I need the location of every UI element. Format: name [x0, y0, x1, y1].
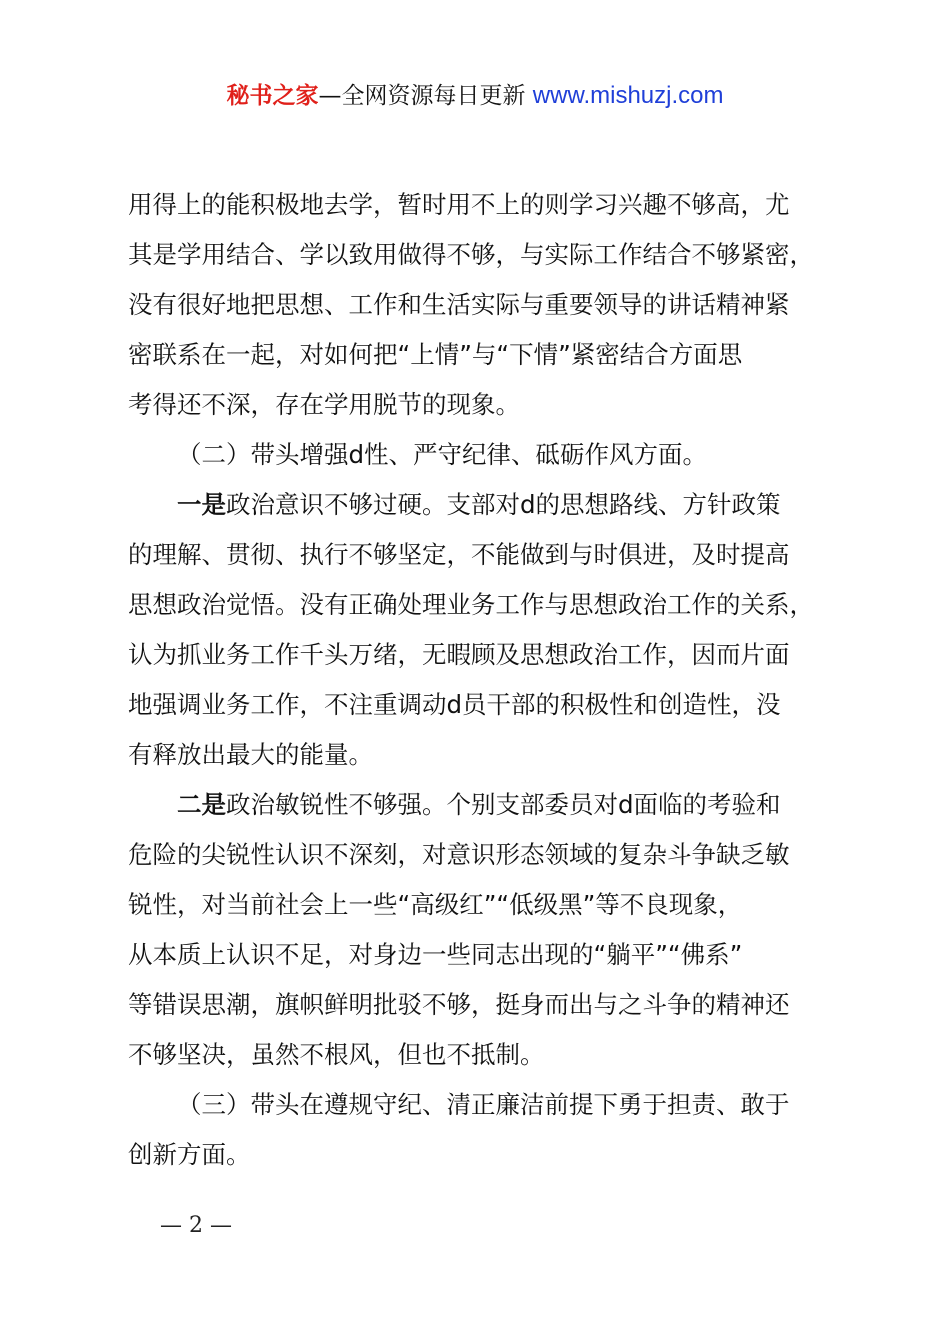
paragraph-line: 的理解、贯彻、执行不够坚定，不能做到与时俱进，及时提高 — [128, 540, 790, 569]
paragraph-line: 锐性，对当前社会上一些“高级红”“低级黑”等不良现象， — [128, 890, 743, 919]
paragraph-line: 用得上的能积极地去学，暂时用不上的则学习兴趣不够高，尤 — [128, 190, 790, 219]
paragraph-line: 密联系在一起，对如何把“上情”与“下情”紧密结合方面思 — [128, 340, 743, 369]
point-text: 政治意识不够过硬。支部对d的思想路线、方针政策 — [226, 490, 781, 519]
paragraph-line — [128, 780, 828, 830]
site-tagline: —全网资源每日更新 — [318, 83, 526, 109]
paragraph-line: 不够坚决，虽然不根风，但也不抵制。 — [128, 1040, 545, 1069]
point-lead: 一是 — [177, 490, 226, 519]
point-text: 政治敏锐性不够强。个别支部委员对d面临的考验和 — [226, 790, 781, 819]
paragraph-line: 其是学用结合、学以致用做得不够，与实际工作结合不够紧密， — [128, 240, 814, 269]
paragraph-line: 认为抓业务工作千头万绪，无暇顾及思想政治工作，因而片面 — [128, 640, 790, 669]
point-lead: 二是 — [177, 790, 226, 819]
paragraph-line: 有释放出最大的能量。 — [128, 740, 373, 769]
section-heading-2: （二）带头增强d性、严守纪律、砥砺作风方面。 — [177, 440, 708, 469]
site-url-link[interactable]: www.mishuzj.com — [532, 82, 724, 109]
section-heading-3: （三）带头在遵规守纪、清正廉洁前提下勇于担责、敢于 — [177, 1090, 790, 1119]
document-body — [128, 180, 828, 1180]
page-number: — 2 — — [160, 1213, 232, 1238]
site-header — [0, 80, 950, 112]
paragraph-line: 地强调业务工作，不注重调动d员干部的积极性和创造性，没 — [128, 690, 781, 719]
section-heading-3-cont: 创新方面。 — [128, 1140, 251, 1169]
paragraph-line: 没有很好地把思想、工作和生活实际与重要领导的讲话精神紧 — [128, 290, 790, 319]
paragraph-line: 危险的尖锐性认识不深刻，对意识形态领域的复杂斗争缺乏敏 — [128, 840, 790, 869]
paragraph-line — [128, 480, 828, 530]
paragraph-line: 从本质上认识不足，对身边一些同志出现的“躺平”“佛系” — [128, 940, 743, 969]
paragraph-line: 等错误思潮，旗帜鲜明批驳不够，挺身而出与之斗争的精神还 — [128, 990, 790, 1019]
paragraph-line: 思想政治觉悟。没有正确处理业务工作与思想政治工作的关系， — [128, 590, 814, 619]
site-brand: 秘书之家 — [226, 83, 319, 109]
paragraph-line: 考得还不深，存在学用脱节的现象。 — [128, 390, 520, 419]
